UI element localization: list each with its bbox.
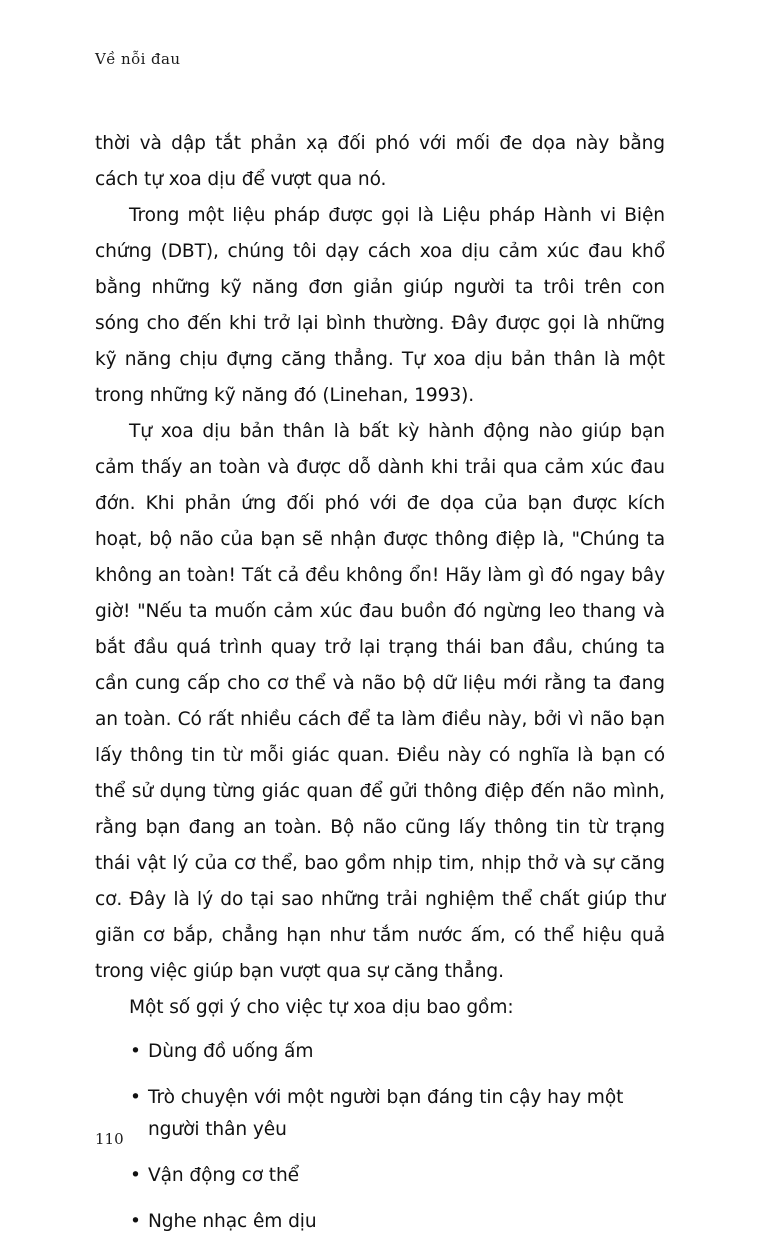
list-item-label: Nghe nhạc êm dịu xyxy=(148,1211,317,1232)
bullet-list xyxy=(95,1036,665,1238)
list-item-label: Dùng đồ uống ấm xyxy=(148,1041,314,1062)
page-number: 110 xyxy=(95,1130,124,1148)
list-item xyxy=(95,1082,665,1146)
list-item-label: Vận động cơ thể xyxy=(148,1165,300,1186)
bullet-icon: • xyxy=(130,1211,141,1232)
paragraph: Tự xoa dịu bản thân là bất kỳ hành động nào giúp bạn cảm thấy an toàn và được dỗ dành khi trải qua cảm xúc đau đớn. Khi phản ứng đối phó với đe dọa của bạn được kích hoạt, bộ não của bạn sẽ nhận được thông điệp là, "Chúng ta không an toàn! Tất cả đều không ổn! Hãy làm gì đó ngay bây giờ! "Nếu ta muốn cảm xúc đau buồn đó ngừng leo thang và bắt đầu quá trình quay trở lại trạng thái ban đầu, chúng ta cần cung cấp cho cơ thể và não bộ dữ liệu mới rằng ta đang an toàn. Có rất nhiều cách để ta làm điều này, bởi vì não bạn lấy thông tin từ mỗi giác quan. Điều này có nghĩa là bạn có thể sử dụng từng giác quan để gửi thông điệp đến não mình, rằng bạn đang an toàn. Bộ não cũng lấy thông tin từ trạng thái vật lý của cơ thể, bao gồm nhịp tim, nhịp thở và sự căng cơ. Đây là lý do tại sao những trải nghiệm thể chất giúp thư giãn cơ bắp, chẳng hạn như tắm nước ấm, có thể hiệu quả trong việc giúp bạn vượt qua sự căng thẳng. xyxy=(95,421,665,982)
page-content xyxy=(95,126,665,1252)
list-item xyxy=(95,1206,665,1238)
list-item xyxy=(95,1160,665,1192)
bullet-icon: • xyxy=(130,1165,141,1186)
bullet-icon: • xyxy=(130,1041,141,1062)
paragraph: thời và dập tắt phản xạ đối phó với mối đe dọa này bằng cách tự xoa dịu để vượt qua nó. xyxy=(95,133,665,190)
paragraph: Một số gợi ý cho việc tự xoa dịu bao gồm: xyxy=(129,997,514,1018)
list-item-label: Trò chuyện với một người bạn đáng tin cậy hay một người thân yêu xyxy=(148,1087,624,1140)
list-item xyxy=(95,1036,665,1068)
running-head: Về nỗi đau xyxy=(95,50,181,68)
bullet-icon: • xyxy=(130,1087,141,1108)
paragraph: Trong một liệu pháp được gọi là Liệu pháp Hành vi Biện chứng (DBT), chúng tôi dạy cách xoa dịu cảm xúc đau khổ bằng những kỹ năng đơn giản giúp người ta trôi trên con sóng cho đến khi trở lại bình thường. Đây được gọi là những kỹ năng chịu đựng căng thẳng. Tự xoa dịu bản thân là một trong những kỹ năng đó (Linehan, 1993). xyxy=(95,205,665,406)
